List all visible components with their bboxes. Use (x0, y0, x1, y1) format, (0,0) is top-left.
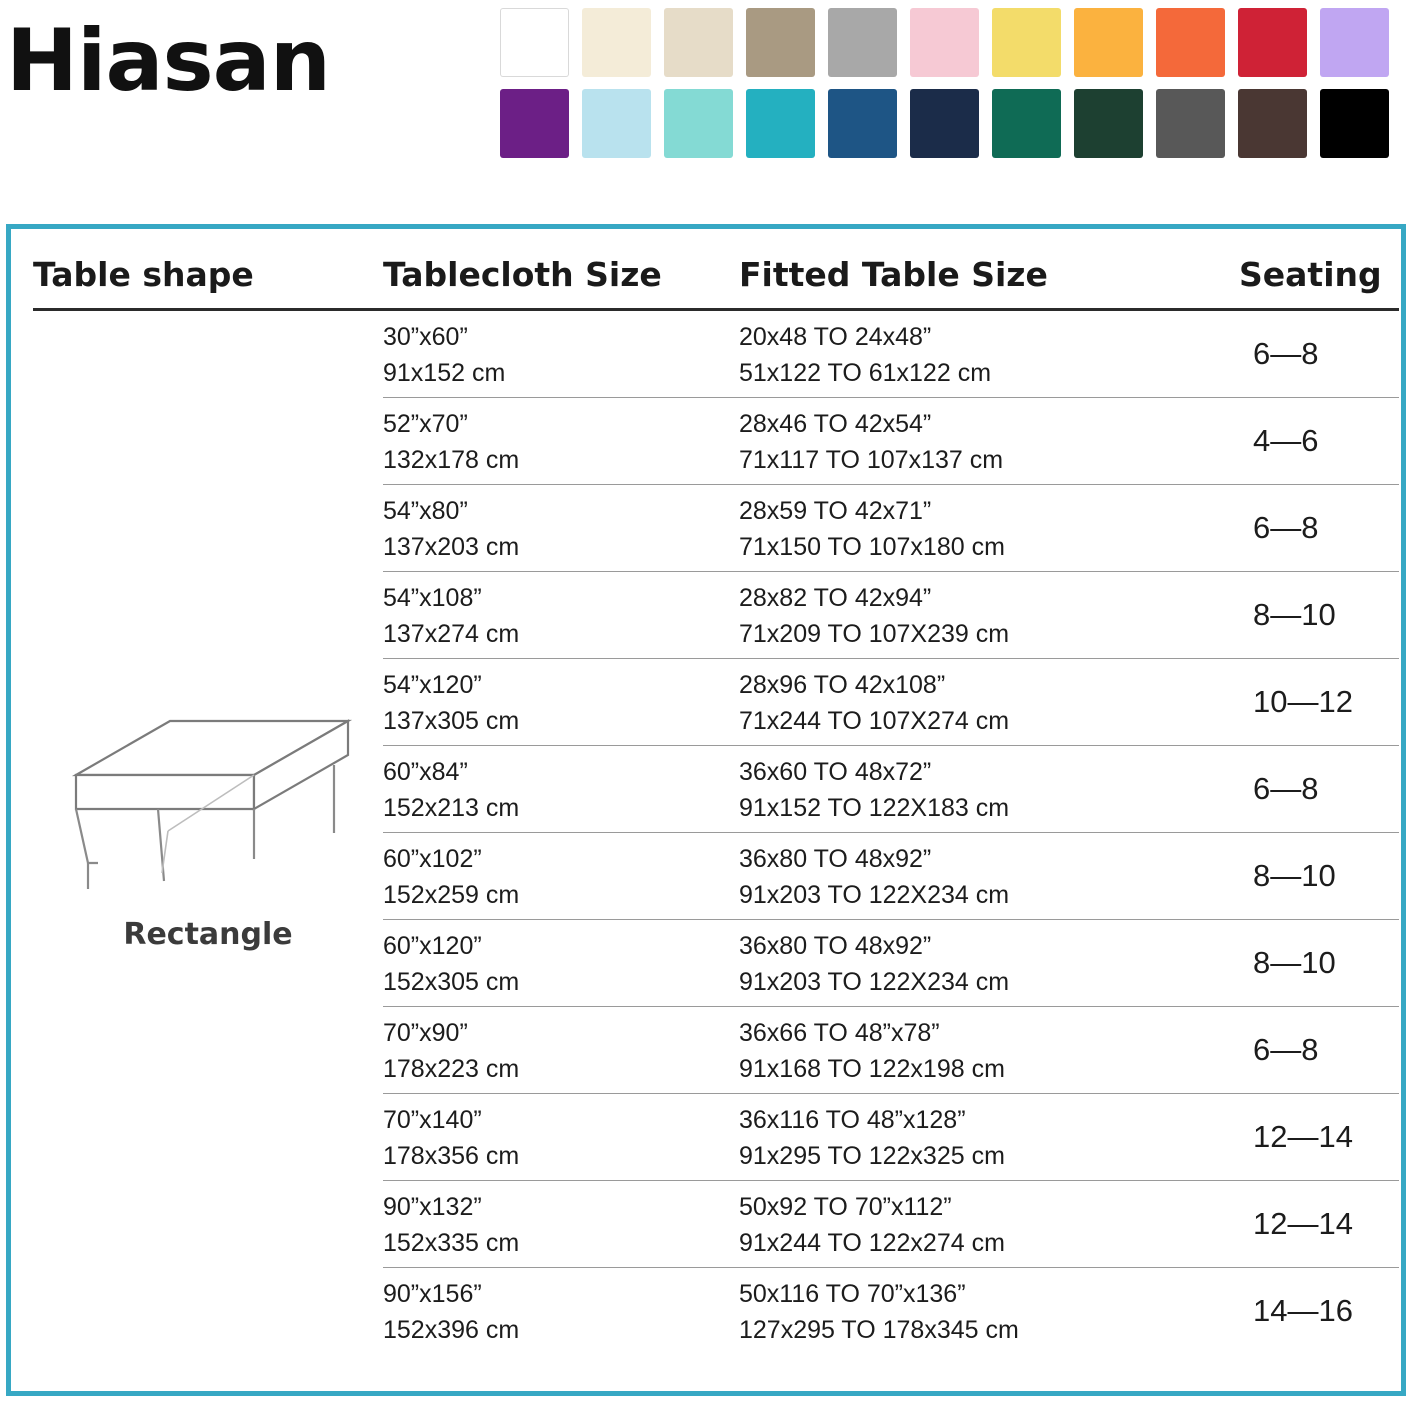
color-swatch-light-blue[interactable] (582, 89, 651, 158)
fitted-size-inches: 20x48 TO 24x48” (739, 323, 932, 351)
seating-cell: 6—8 (1239, 310, 1399, 398)
swatch-row-1 (500, 8, 1417, 77)
tablecloth-size-cm: 152x396 cm (383, 1316, 520, 1344)
color-swatch-yellow[interactable] (992, 8, 1061, 77)
color-swatch-charcoal-grey[interactable] (1156, 89, 1225, 158)
seating-cell: 6—8 (1239, 746, 1399, 833)
table-header-row (33, 255, 1399, 308)
tablecloth-size-cell (383, 920, 739, 1007)
color-swatch-orange[interactable] (1156, 8, 1225, 77)
page-header (0, 0, 1417, 200)
color-swatch-white[interactable] (500, 8, 569, 77)
tablecloth-size-cell (383, 659, 739, 746)
fitted-table-size-cell (739, 1007, 1239, 1094)
fitted-table-size-cell (739, 920, 1239, 1007)
tablecloth-size-inches: 52”x70” (383, 410, 468, 438)
tablecloth-size-inches: 70”x90” (383, 1019, 468, 1047)
fitted-size-inches: 28x82 TO 42x94” (739, 584, 932, 612)
color-swatch-steel-blue[interactable] (828, 89, 897, 158)
tablecloth-size-cell (383, 1007, 739, 1094)
tablecloth-size-cm: 132x178 cm (383, 446, 520, 474)
color-swatch-dark-brown[interactable] (1238, 89, 1307, 158)
seating-cell: 8—10 (1239, 572, 1399, 659)
size-chart-table (33, 255, 1399, 1354)
seating-cell: 6—8 (1239, 1007, 1399, 1094)
tablecloth-size-cm: 91x152 cm (383, 359, 506, 387)
fitted-size-inches: 50x92 TO 70”x112” (739, 1193, 952, 1221)
table-shape-cell (33, 310, 383, 1355)
tablecloth-size-cell (383, 572, 739, 659)
tablecloth-size-cm: 137x274 cm (383, 620, 520, 648)
color-swatch-navy[interactable] (910, 89, 979, 158)
tablecloth-size-cell (383, 746, 739, 833)
column-header-tablecloth-size: Tablecloth Size (383, 255, 662, 294)
column-header-seating: Seating (1239, 255, 1382, 294)
seating-cell: 12—14 (1239, 1181, 1399, 1268)
fitted-size-cm: 71x150 TO 107x180 cm (739, 533, 1005, 561)
color-swatch-black[interactable] (1320, 89, 1389, 158)
tablecloth-size-inches: 54”x120” (383, 671, 482, 699)
tablecloth-size-cell (383, 398, 739, 485)
fitted-table-size-cell (739, 398, 1239, 485)
table-row (33, 310, 1399, 398)
tablecloth-size-inches: 54”x80” (383, 497, 468, 525)
color-swatch-lavender[interactable] (1320, 8, 1389, 77)
color-swatch-purple[interactable] (500, 89, 569, 158)
fitted-size-cm: 71x209 TO 107X239 cm (739, 620, 1010, 648)
fitted-size-inches: 28x96 TO 42x108” (739, 671, 946, 699)
tablecloth-size-cm: 137x305 cm (383, 707, 520, 735)
fitted-size-cm: 91x203 TO 122X234 cm (739, 968, 1010, 996)
tablecloth-size-inches: 30”x60” (383, 323, 468, 351)
seating-cell: 8—10 (1239, 920, 1399, 1007)
seating-cell: 8—10 (1239, 833, 1399, 920)
tablecloth-size-cell (383, 1268, 739, 1355)
fitted-size-inches: 36x60 TO 48x72” (739, 758, 932, 786)
tablecloth-size-inches: 60”x84” (383, 758, 468, 786)
color-swatch-teal[interactable] (746, 89, 815, 158)
fitted-size-inches: 36x66 TO 48”x78” (739, 1019, 940, 1047)
color-swatch-taupe[interactable] (746, 8, 815, 77)
color-swatch-grey[interactable] (828, 8, 897, 77)
color-swatch-aqua[interactable] (664, 89, 733, 158)
fitted-table-size-cell (739, 310, 1239, 398)
size-chart-body (33, 310, 1399, 1355)
fitted-size-cm: 71x244 TO 107X274 cm (739, 707, 1010, 735)
seating-cell: 10—12 (1239, 659, 1399, 746)
fitted-size-cm: 91x244 TO 122x274 cm (739, 1229, 1005, 1257)
tablecloth-size-cm: 152x213 cm (383, 794, 520, 822)
tablecloth-size-cell (383, 1094, 739, 1181)
fitted-table-size-cell (739, 659, 1239, 746)
seating-cell: 12—14 (1239, 1094, 1399, 1181)
seating-cell: 6—8 (1239, 485, 1399, 572)
tablecloth-size-cm: 152x335 cm (383, 1229, 520, 1257)
fitted-table-size-cell (739, 1268, 1239, 1355)
tablecloth-size-inches: 90”x132” (383, 1193, 482, 1221)
shape-label: Rectangle (123, 917, 293, 952)
fitted-size-cm: 91x295 TO 122x325 cm (739, 1142, 1005, 1170)
brand-logo: Hiasan (6, 11, 330, 111)
fitted-size-inches: 36x80 TO 48x92” (739, 845, 932, 873)
fitted-size-inches: 28x59 TO 42x71” (739, 497, 932, 525)
rectangle-table-illustration (58, 713, 358, 903)
color-swatch-palette (500, 0, 1417, 170)
tablecloth-size-cm: 137x203 cm (383, 533, 520, 561)
size-chart-card (6, 224, 1406, 1396)
fitted-size-cm: 127x295 TO 178x345 cm (739, 1316, 1019, 1344)
fitted-size-cm: 91x203 TO 122X234 cm (739, 881, 1010, 909)
tablecloth-size-cell (383, 1181, 739, 1268)
seating-cell: 14—16 (1253, 1293, 1353, 1328)
fitted-size-inches: 36x80 TO 48x92” (739, 932, 932, 960)
tablecloth-size-cell (383, 310, 739, 398)
tablecloth-size-cell (383, 833, 739, 920)
fitted-size-inches: 50x116 TO 70”x136” (739, 1280, 966, 1308)
tablecloth-size-inches: 60”x102” (383, 845, 482, 873)
fitted-table-size-cell (739, 833, 1239, 920)
fitted-table-size-cell (739, 1094, 1239, 1181)
fitted-size-inches: 36x116 TO 48”x128” (739, 1106, 966, 1134)
tablecloth-size-cm: 152x259 cm (383, 881, 520, 909)
fitted-size-cm: 91x168 TO 122x198 cm (739, 1055, 1005, 1083)
tablecloth-size-inches: 60”x120” (383, 932, 482, 960)
fitted-size-cm: 91x152 TO 122X183 cm (739, 794, 1010, 822)
fitted-table-size-cell (739, 485, 1239, 572)
column-header-fitted-table-size: Fitted Table Size (739, 255, 1048, 294)
tablecloth-size-cm: 178x223 cm (383, 1055, 520, 1083)
fitted-table-size-cell (739, 572, 1239, 659)
color-swatch-dark-green[interactable] (1074, 89, 1143, 158)
tablecloth-size-cm: 152x305 cm (383, 968, 520, 996)
tablecloth-size-cell (383, 485, 739, 572)
tablecloth-size-cm: 178x356 cm (383, 1142, 520, 1170)
fitted-table-size-cell (739, 746, 1239, 833)
tablecloth-size-inches: 90”x156” (383, 1280, 482, 1308)
tablecloth-size-inches: 54”x108” (383, 584, 482, 612)
fitted-size-cm: 71x117 TO 107x137 cm (739, 446, 1004, 474)
color-swatch-pink[interactable] (910, 8, 979, 77)
fitted-size-cm: 51x122 TO 61x122 cm (739, 359, 992, 387)
seating-cell: 4—6 (1239, 398, 1399, 485)
color-swatch-ivory[interactable] (582, 8, 651, 77)
fitted-table-size-cell (739, 1181, 1239, 1268)
color-swatch-gold[interactable] (1074, 8, 1143, 77)
swatch-row-2 (500, 89, 1417, 158)
color-swatch-beige[interactable] (664, 8, 733, 77)
color-swatch-red[interactable] (1238, 8, 1307, 77)
column-header-table-shape: Table shape (33, 255, 254, 294)
tablecloth-size-inches: 70”x140” (383, 1106, 482, 1134)
fitted-size-inches: 28x46 TO 42x54” (739, 410, 932, 438)
color-swatch-emerald[interactable] (992, 89, 1061, 158)
